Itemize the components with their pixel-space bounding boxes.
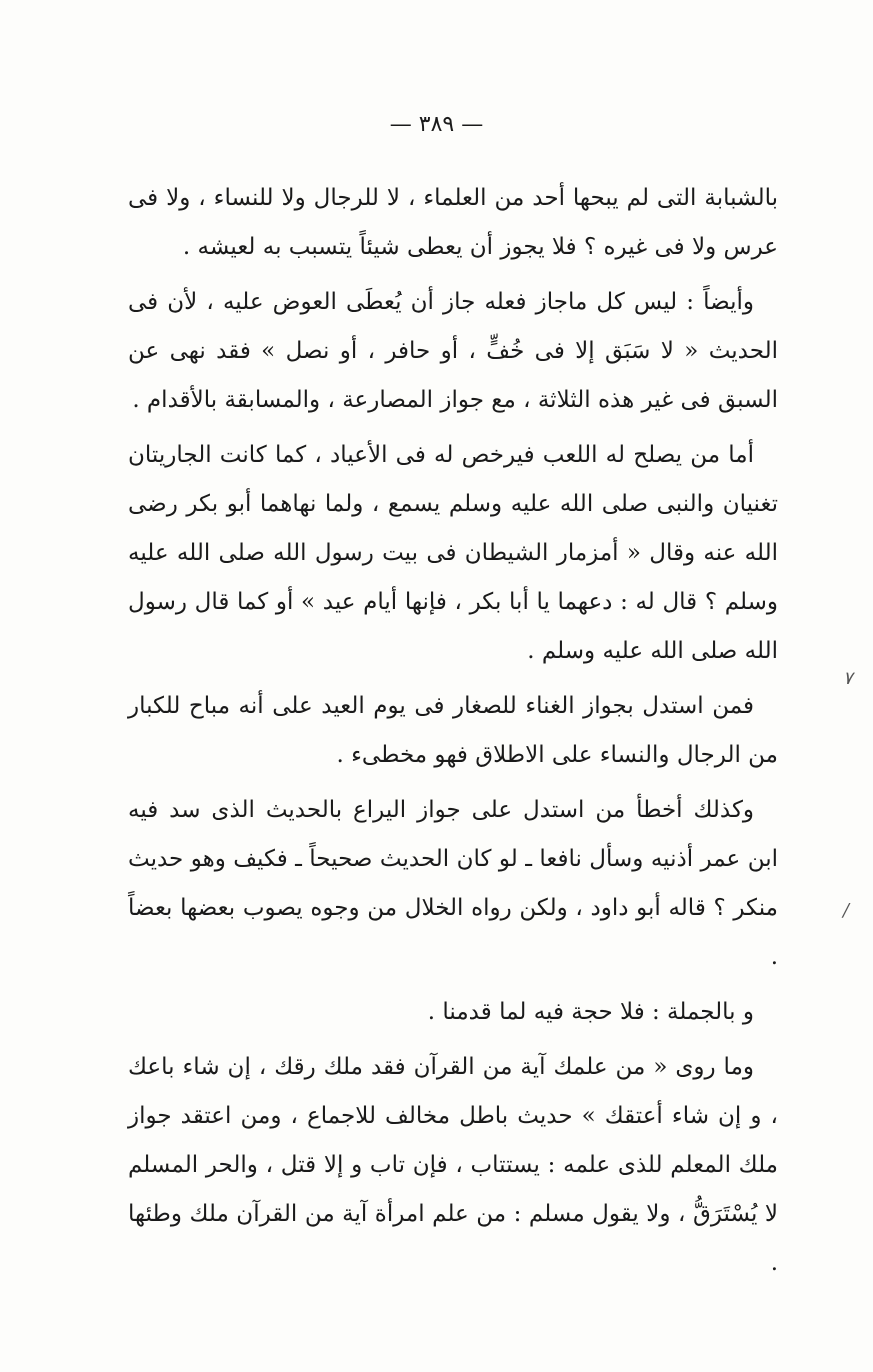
paragraph-3: أما من يصلح له اللعب فيرخص له فى الأعياد ، كما كانت الجاريتان تغنيان والنبى صلى الله عليه وسلم يسمع ، ولما نهاهما أبو بكر رضى الله عنه وقال « أمزمار الشيطان فى بيت رسول الله صلى الله عليه وسلم ؟ قال له : دعهما يا أبا بكر ، فإنها أيام عيد » أو كما قال رسول الله صلى الله عليه وسلم . — [128, 442, 778, 664]
paragraph-7: وما روى « من علمك آية من القرآن فقد ملك رقك ، إن شاء باعك ، و إن شاء أعتقك » حديث باطل مخالف للاجماع ، ومن اعتقد جواز ملك المعلم للذى علمه : يستتاب ، فإن تاب و إلا قتل ، والحر المسلم لا يُسْتَرَقُّ ، ولا يقول مسلم : من علم امرأة آية من القرآن ملك وطئها . — [128, 1054, 778, 1276]
margin-mark: / — [843, 900, 850, 921]
margin-mark: ٧ — [843, 668, 853, 689]
paragraph-6: و بالجملة : فلا حجة فيه لما قدمنا . — [427, 999, 754, 1025]
paragraph-5: وكذلك أخطأ من استدل على جواز اليراع بالحديث الذى سد فيه ابن عمر أذنيه وسأل نافعا ـ لو كان الحديث صحيحاً ـ فكيف وهو حديث منكر ؟ قاله أبو داود ، ولكن رواه الخلال من وجوه يصوب بعضها بعضاً . — [128, 797, 778, 970]
paragraph-4: فمن استدل بجواز الغناء للصغار فى يوم العيد على أنه مباح للكبار من الرجال والنساء على الاطلاق فهو مخطىء . — [128, 693, 778, 768]
paragraph-2: وأيضاً : ليس كل ماجاز فعله جاز أن يُعطَى العوض عليه ، لأن فى الحديث « لا سَبَق إلا فى خُفٍّ ، أو حافر ، أو نصل » فقد نهى عن السبق فى غير هذه الثلاثة ، مع جواز المصارعة ، والمسابقة بالأقدام . — [128, 289, 778, 413]
paragraph-1: بالشبابة التى لم يبحها أحد من العلماء ، لا للرجال ولا للنساء ، ولا فى عرس ولا فى غيره ؟ فلا يجوز أن يعطى شيئاً يتسبب به لعيشه . — [128, 185, 778, 260]
body-text — [128, 174, 778, 1294]
page-number: — ٣٨٩ — — [389, 112, 484, 137]
